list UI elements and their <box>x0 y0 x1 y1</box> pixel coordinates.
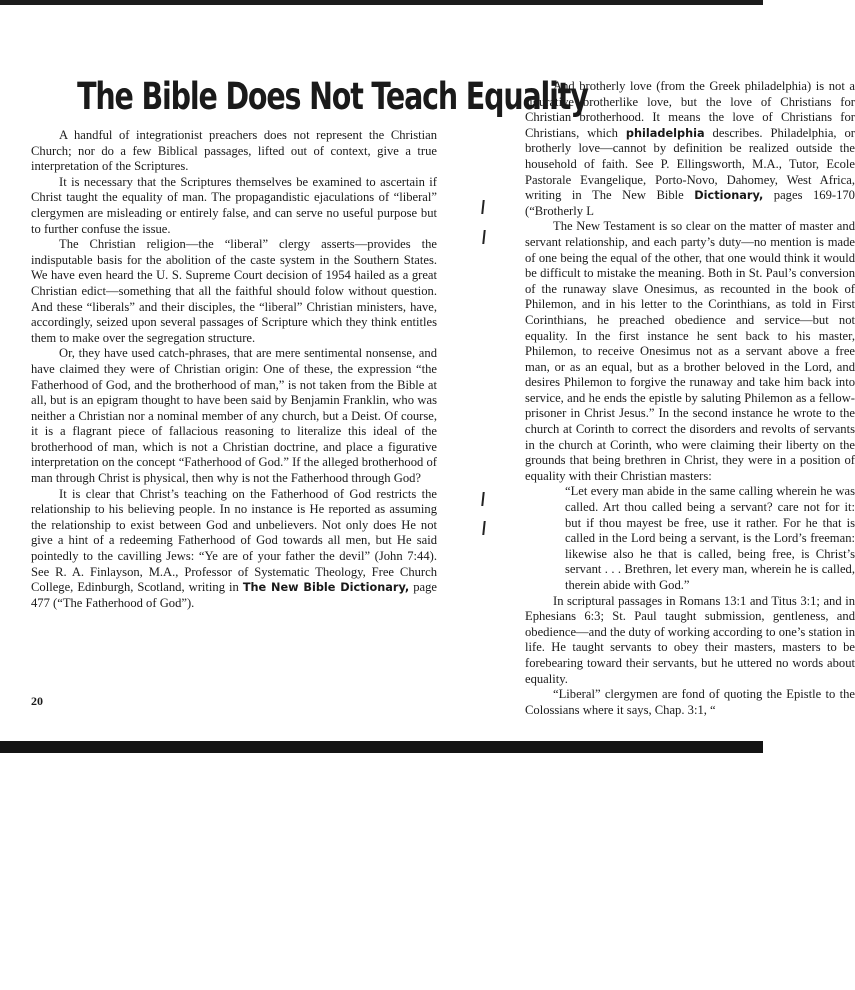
paragraph: The Christian religion—the “liberal” clergy asserts—provides the indisputable basis for the abolition of the caste system in the Southern States. We have even heard the U. S. Supreme Court decision of 1954 hailed as a great Christian edict—something that all the faithful should folow without question. And these “liberals” and their disciples, the “liberal” Christian ministers, have, accordingly, seized upon several passages of Scripture which they think entitles them to make over the segregation structure. <box>31 237 437 345</box>
paragraph: “Liberal” clergymen are fond of quoting the Epistle to the Colossians where it says, Chap. 3:1, “ <box>525 687 855 717</box>
paragraph: Or, they have used catch-phrases, that are mere sentimental nonsense, and have claimed they were of Christian origin: One of these, the expression “the Fatherhood of God, and the brotherhood of man,” is not taken from the Bible at all, but is an epigram thought to have been said by Benjamin Franklin, who was neither a Christian nor a nominal member of any church, but a Deist. Of course, it is a flagrant piece of fallacious reasoning to literalize this ideal of the brotherhood of man, which is not a Christian doctrine, and place a figurative interpretation on the concept “Fatherhood of God.” If the alleged brotherhood of man through Christ is physical, then why is not the Fatherhood through God? <box>31 346 437 486</box>
paragraph: The New Testament is so clear on the matter of master and servant relationship, and each party’s duty—no mention is made of one being the equal of the other, that one would think it would be difficult to mistake the meaning. Both in St. Paul’s conversion of the runaway slave Onesimus, as recounted in the book of Philemon, and in his letter to the Corinthians, as told in First Corinthians, he preached obedience and service—but not equality. In the first instance he sent back to his master, Philemon, to receive Onesimus not as a servant above a free man, or as an equal, but as a brother beloved in the Lord, and desires Philemon to forgive the runaway and take him back into service, and he ends the epistle by saluting Philemon as a fellow-prisoner in Christ Jesus.” In the second instance he wrote to the church at Corinth to correct the disorders and revolts of servants in the church at Corinth, who were claiming their liberty on the grounds that being brethren in Christ, they were in a position of equality with their Christian masters: <box>525 219 855 483</box>
book-reference: Dictionary, <box>694 189 764 203</box>
paragraph: It is necessary that the Scriptures themselves be examined to ascertain if Christ taught the equality of man. The propagandistic ejaculations of “liberal” clergymen are misleading or entirely false, and can serve no useful purpose but to further confuse the issue. <box>31 174 437 236</box>
paragraph-text: It is clear that Christ’s teaching on the Fatherhood of God restricts the relationship to his believing people. In no instance is He reported as assuming the relationship to exist between God and unbelievers. Not only does He not give a hint of a redeeming Fatherhood of God towards all men, but He said pointedly to the cavilling Jews: “Ye are of your father the devil” (John 7:44). See R. A. Finlayson, M.A., Professor of Systematic Theology, Free Church College, Edinburgh, Scotland, writing in <box>31 486 437 595</box>
right-column <box>525 79 855 718</box>
book-reference: The New Bible Dictionary, <box>242 581 410 595</box>
greek-term: philadelphia <box>625 126 705 140</box>
quote-text: “Let every man abide in the same calling wherein he was called. Art thou called being a servant? care not for it: but if thou mayest be free, use it rather. For he that is called in the Lord being a servant, is the Lord’s freeman: likewise also he that is called, being free, is Christ’s servant . . . Brethren, let every man, wherein he is called, therein abide with God.” <box>565 484 855 592</box>
scripture-quote <box>565 484 855 593</box>
page-number: 20 <box>31 694 43 708</box>
paragraph-text: pages 169-170 (“Brotherly L <box>525 188 855 218</box>
paragraph-text: describes. Philadelphia, or brotherly love—cannot by definition be realized outside the household of faith. See P. Ellingsworth, M.A., Tutor, Ecole Pastorale Evangelique, Porto-Novo, Dahomey, West Africa, writing in The New Bible <box>525 125 855 203</box>
paragraph: A handful of integrationist preachers does not represent the Christian Church; nor do a few Biblical passages, lifted out of context, give a true interpretation of the Scriptures. <box>31 128 437 174</box>
paragraph: In scriptural passages in Romans 13:1 and Titus 3:1; and in Ephesians 6:3; St. Paul taught submission, gentleness, and obedience—and the duty of working according to one’s station in life. He taught servants to obey their masters, masters to be forebearing toward their servants, but he uttered no words about equality. <box>525 593 855 686</box>
bottom-border <box>0 741 763 753</box>
page-title: The Bible Does Not Teach Equality <box>77 75 588 118</box>
paragraph <box>525 79 855 219</box>
paragraph-text: And brotherly love (from the Greek philadelphia) is not a figurative brotherlike love, but the love of Christians for Christian brotherhood. It means the love of Christians for Christians, which <box>525 79 855 140</box>
paragraph-text: page 477 (“The Fatherhood of God”). <box>31 580 438 610</box>
